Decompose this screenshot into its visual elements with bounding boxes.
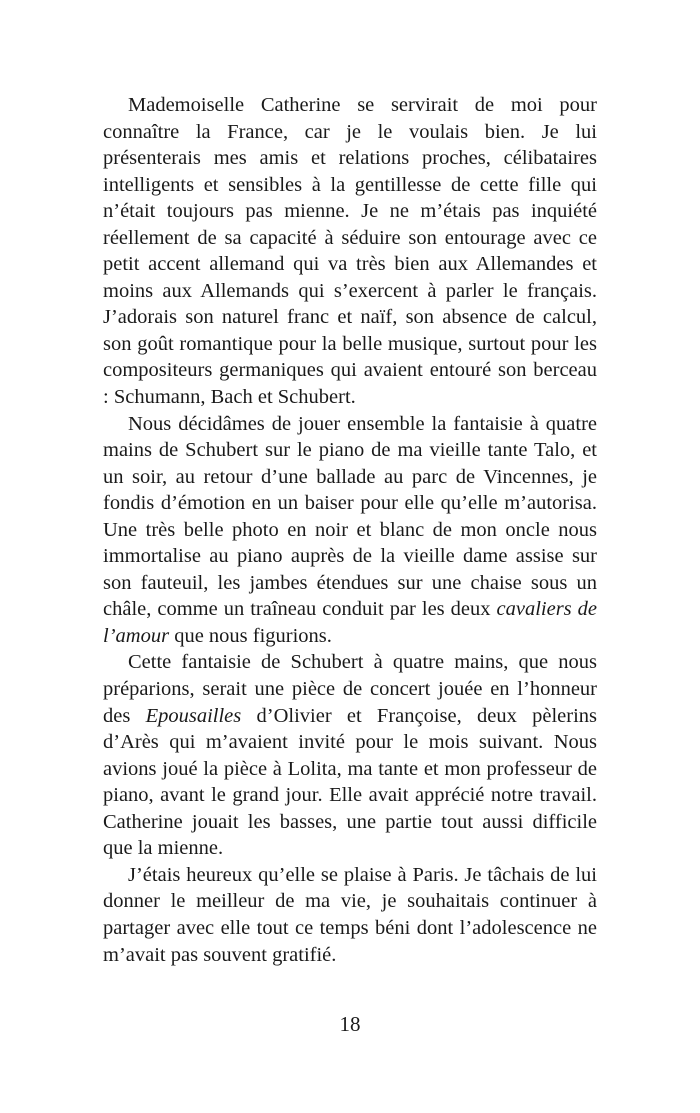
paragraph-text: d’Olivier et Françoise, deux pèlerins d’Arès qui m’avaient invité pour le mois suivant. Nous avions joué la pièce à Lolita, ma tante et mon professeur de piano, avant le grand jour. Elle avait apprécié notre travail. Catherine jouait les basses, une partie tout aussi difficile que la mienne. bbox=[103, 704, 597, 860]
paragraph bbox=[103, 411, 597, 650]
paragraph bbox=[103, 92, 597, 411]
paragraph-text: J’étais heureux qu’elle se plaise à Paris. Je tâchais de lui donner le meilleur de ma vie, je souhaitais continuer à partager avec elle tout ce temps béni dont l’adolescence ne m’avait pas souvent gratifié. bbox=[103, 863, 597, 966]
paragraph-text: Mademoiselle Catherine se servirait de moi pour connaître la France, car je le voulais bien. Je lui présenterais mes amis et relations proches, célibataires intelligents et sensibles à la gentillesse de cette fille qui n’était toujours pas mienne. Je ne m’étais pas inquiété réellement de sa capacité à séduire son entourage avec ce petit accent allemand qui va très bien aux Allemandes et moins aux Allemands qui s’exercent à parler le français. J’adorais son naturel franc et naïf, son absence de calcul, son goût romantique pour la belle musique, surtout pour les compositeurs germaniques qui avaient entouré son berceau : Schumann, Bach et Schubert. bbox=[103, 94, 597, 409]
page-number: 18 bbox=[339, 1012, 361, 1036]
paragraph-text: que nous figurions. bbox=[169, 624, 332, 647]
paragraph-text: Nous décidâmes de jouer ensemble la fantaisie à quatre mains de Schubert sur le piano de ma vieille tante Talo, et un soir, au retour d’une ballade au parc de Vincennes, je fondis d’émotion en un baiser pour elle qu’elle m’autorisa. Une très belle photo en noir et blanc de mon oncle nous immortalise au piano auprès de la vieille dame assise sur son fauteuil, les jambes étendues sur une chaise sous un châle, comme un traîneau conduit par les deux bbox=[103, 412, 597, 621]
italic-text: cavaliers de l’amour bbox=[103, 598, 597, 647]
paragraph bbox=[103, 649, 597, 861]
italic-text: Epousailles bbox=[145, 704, 242, 727]
body-text bbox=[103, 92, 597, 968]
paragraph-text: Cette fantaisie de Schubert à quatre mains, que nous préparions, serait une pièce de concert jouée en l’honneur des bbox=[103, 651, 597, 727]
paragraph bbox=[103, 862, 597, 968]
